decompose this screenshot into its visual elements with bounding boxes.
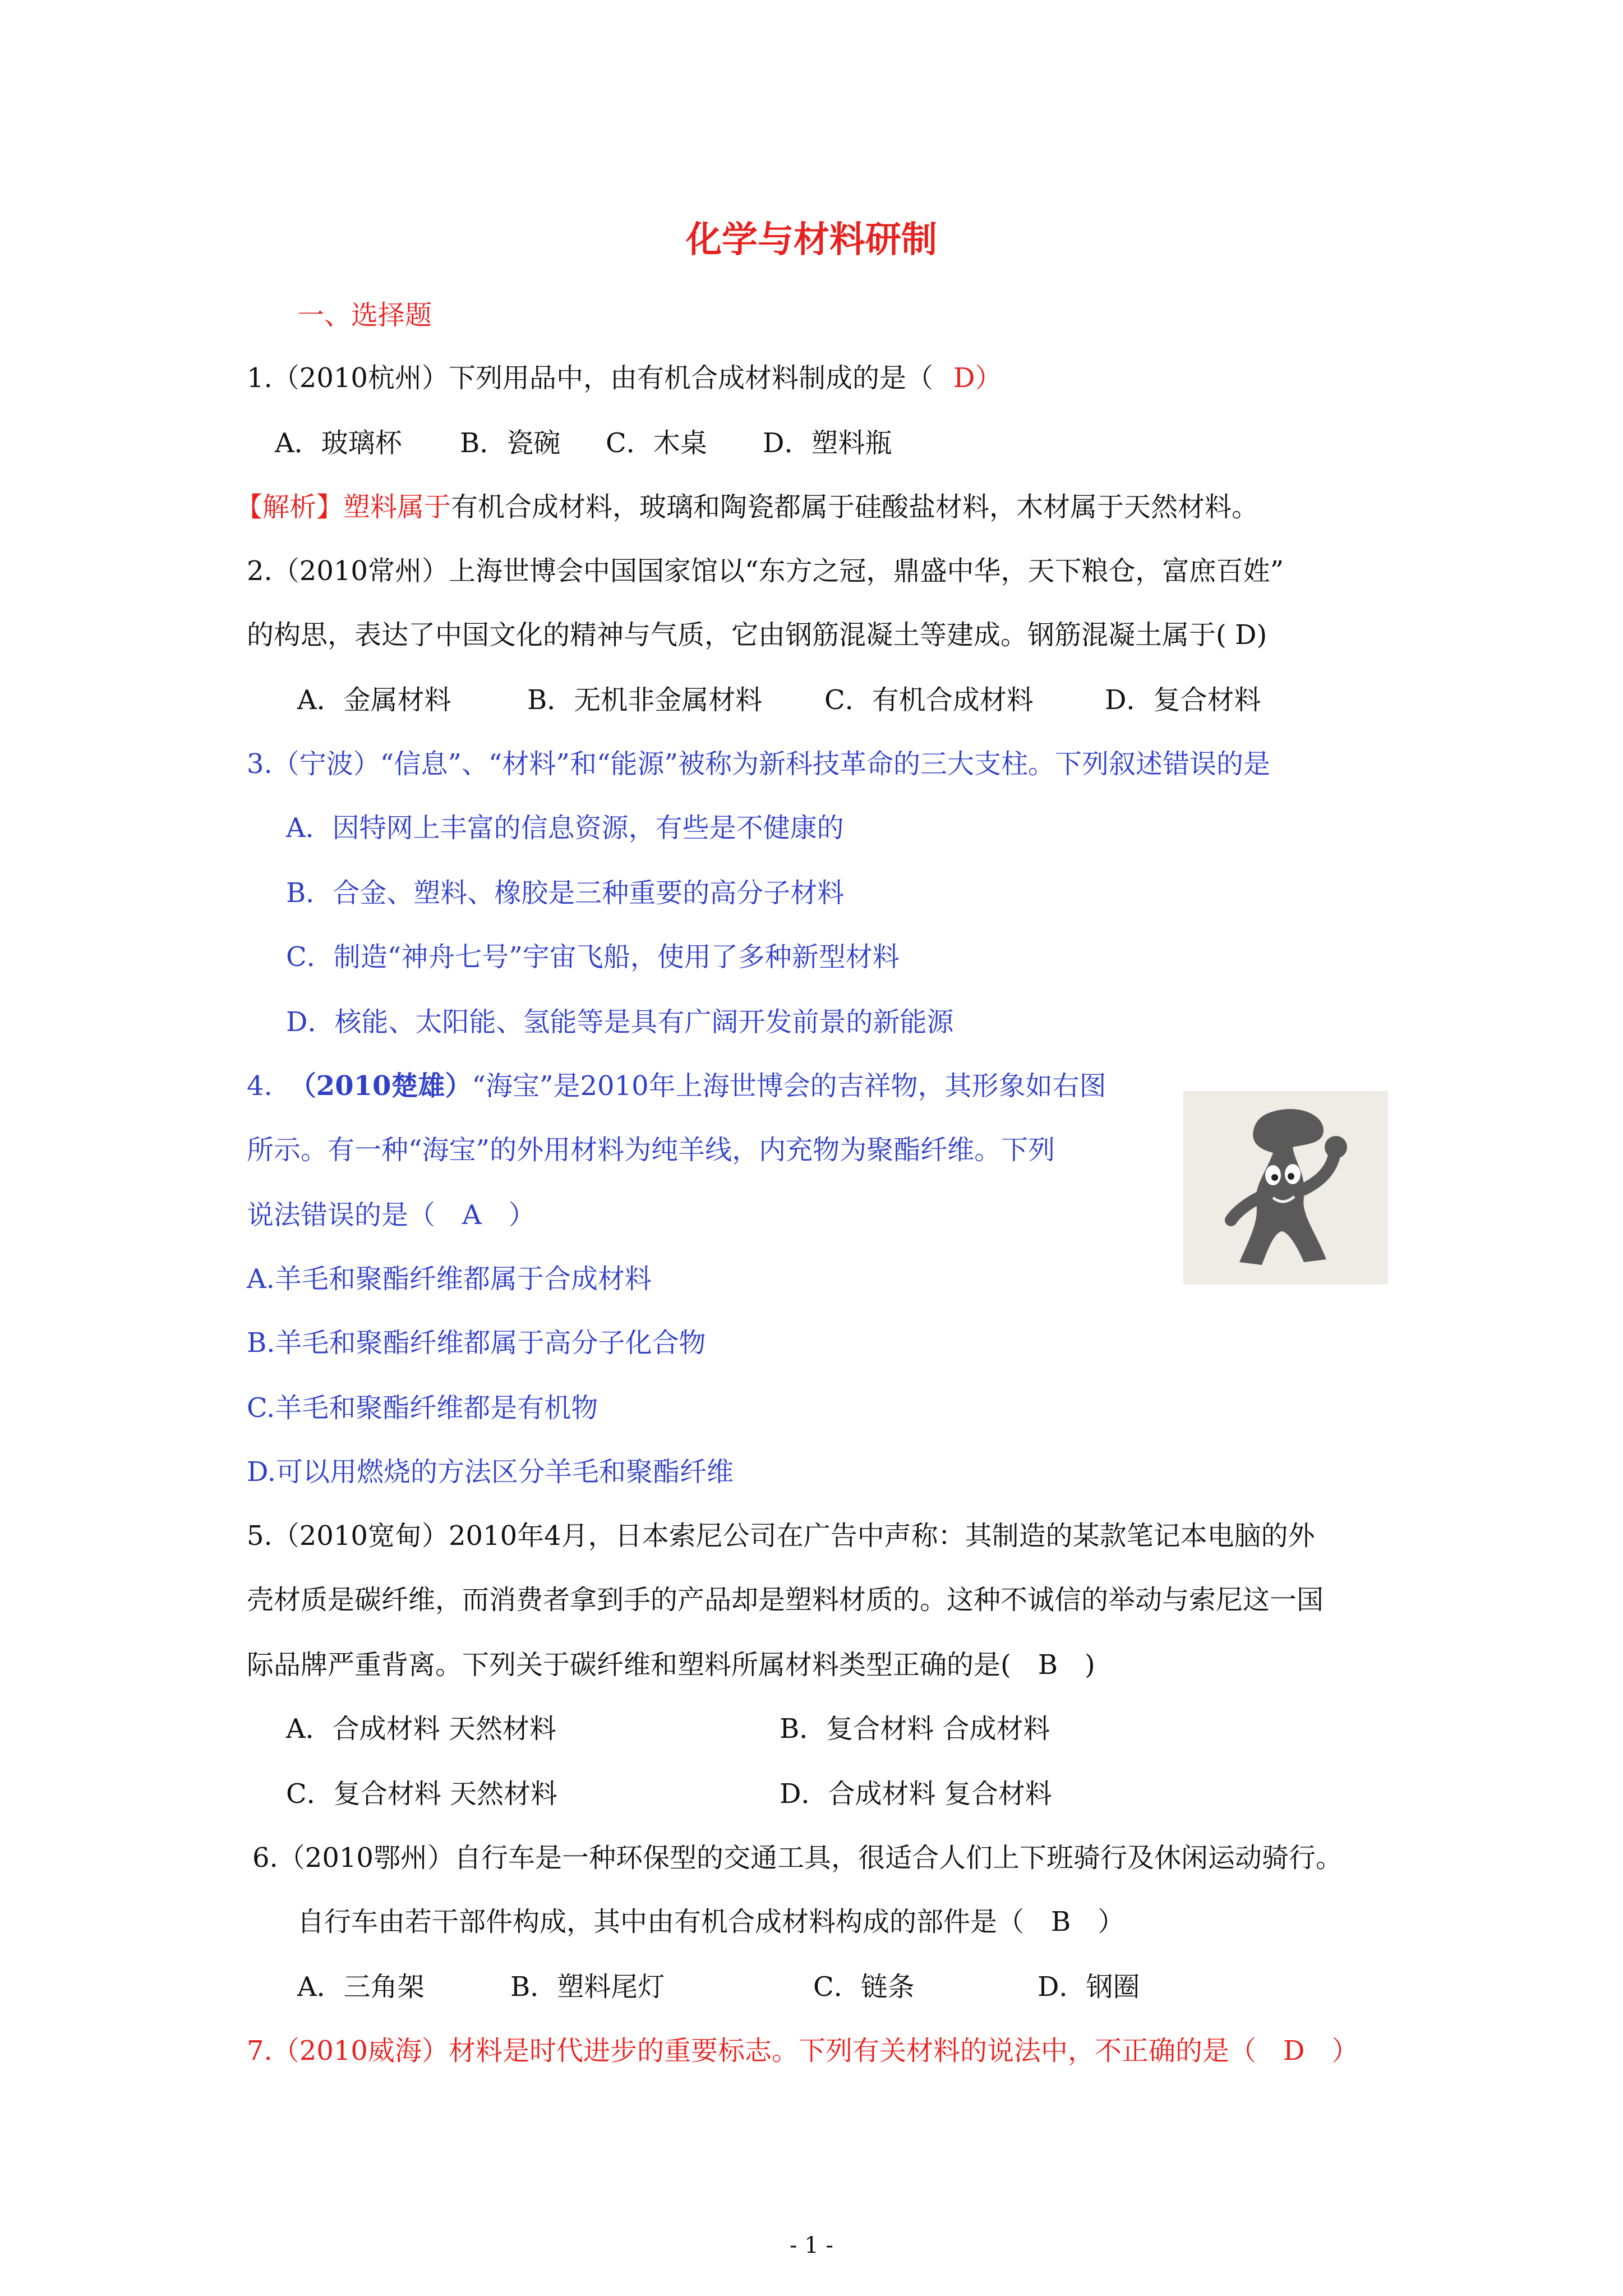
q1-option-a: A．玻璃杯 <box>275 427 402 459</box>
q3-option-a: A．因特网上丰富的信息资源，有些是不健康的 <box>286 812 844 844</box>
q4-option-b: B.羊毛和聚酯纤维都属于高分子化合物 <box>247 1327 706 1359</box>
q4-line1-text: “海宝”是2010年上海世博会的吉祥物，其形象如右图 <box>472 1070 1106 1102</box>
analysis-tag: 【解析】 <box>236 491 344 523</box>
q5-option-a: A．合成材料 天然材料 <box>286 1713 556 1745</box>
q1-options <box>275 426 892 460</box>
section-heading: 一、选择题 <box>297 300 432 331</box>
q4-number: 4. <box>247 1070 273 1102</box>
q6-options <box>297 1970 1140 2004</box>
q6-option-b: B．塑料尾灯 <box>510 1971 665 2003</box>
q5-option-d: D．合成材料 复合材料 <box>780 1778 1052 1810</box>
q3-option-b: B．合金、塑料、橡胶是三种重要的高分子材料 <box>286 877 845 909</box>
page-number: - 1 - <box>790 2233 833 2258</box>
q5-line1: 5.（2010宽甸）2010年4月，日本索尼公司在广告中声称：其制造的某款笔记本电脑的外 <box>247 1520 1315 1552</box>
q4-option-c: C.羊毛和聚酯纤维都是有机物 <box>247 1392 598 1424</box>
analysis-red-text: 塑料属于 <box>343 491 451 523</box>
q1-option-d: D．塑料瓶 <box>763 427 892 459</box>
haibao-mascot-icon <box>1183 1091 1388 1285</box>
q5-line2: 壳材质是碳纤维，而消费者拿到手的产品却是塑料材质的。这种不诚信的举动与索尼这一国 <box>247 1584 1324 1616</box>
q6-option-c: C．链条 <box>813 1971 915 2003</box>
q3-option-c: C．制造“神舟七号”宇宙飞船，使用了多种新型材料 <box>286 941 900 973</box>
q2-options <box>297 683 1261 717</box>
q2-line2: 的构思，表达了中国文化的精神与气质，它由钢筋混凝土等建成。钢筋混凝土属于( D) <box>247 619 1267 651</box>
q4-option-a: A.羊毛和聚酯纤维都属于合成材料 <box>247 1263 652 1295</box>
q3-option-d: D．核能、太阳能、氢能等是具有广阔开发前景的新能源 <box>286 1006 954 1038</box>
q6-line1: 6.（2010鄂州）自行车是一种环保型的交通工具，很适合人们上下班骑行及休闲运动骑行。 <box>252 1842 1343 1874</box>
q4-line1 <box>247 1069 1106 1103</box>
q6-option-d: D．钢圈 <box>1038 1971 1140 2003</box>
haibao-mascot-image <box>1183 1091 1388 1285</box>
q1-stem-text: 1.（2010杭州）下列用品中，由有机合成材料制成的是（ <box>247 362 933 394</box>
q2-option-d: D．复合材料 <box>1105 684 1261 716</box>
q4-option-d: D.可以用燃烧的方法区分羊毛和聚酯纤维 <box>247 1456 734 1488</box>
q1-answer: D） <box>953 362 1002 394</box>
q3-stem: 3.（宁波）“信息”、“材料”和“能源”被称为新科技革命的三大支柱。下列叙述错误的是 <box>247 748 1271 780</box>
page-title: 化学与材料研制 <box>686 219 937 261</box>
q2-option-c: C．有机合成材料 <box>824 684 1034 716</box>
q7-line1: 7.（2010威海）材料是时代进步的重要标志。下列有关材料的说法中，不正确的是（ D ） <box>247 2035 1359 2067</box>
q4-source: （2010楚雄） <box>289 1070 472 1102</box>
q2-line1: 2.（2010常州）上海世博会中国国家馆以“东方之冠，鼎盛中华，天下粮仓，富庶百姓” <box>247 555 1284 587</box>
q1-option-b: B．瓷碗 <box>460 427 561 459</box>
q1-option-c: C．木桌 <box>606 427 707 459</box>
q5-option-b: B．复合材料 合成材料 <box>780 1713 1050 1745</box>
q2-option-b: B．无机非金属材料 <box>527 684 763 716</box>
q2-option-a: A．金属材料 <box>297 684 451 716</box>
q5-line3: 际品牌严重背离。下列关于碳纤维和塑料所属材料类型正确的是( B ) <box>247 1649 1095 1681</box>
analysis-text: 有机合成材料，玻璃和陶瓷都属于硅酸盐材料，木材属于天然材料。 <box>451 491 1259 523</box>
q6-option-a: A．三角架 <box>297 1971 425 2003</box>
q4-line3: 说法错误的是（ A ） <box>247 1199 536 1231</box>
q5-option-c: C．复合材料 天然材料 <box>286 1778 557 1810</box>
q1-stem <box>247 361 1002 395</box>
q4-line2: 所示。有一种“海宝”的外用材料为纯羊线，内充物为聚酯纤维。下列 <box>247 1134 1055 1166</box>
q1-analysis <box>236 490 1258 524</box>
q6-line2: 自行车由若干部件构成，其中由有机合成材料构成的部件是（ B ） <box>297 1906 1125 1938</box>
